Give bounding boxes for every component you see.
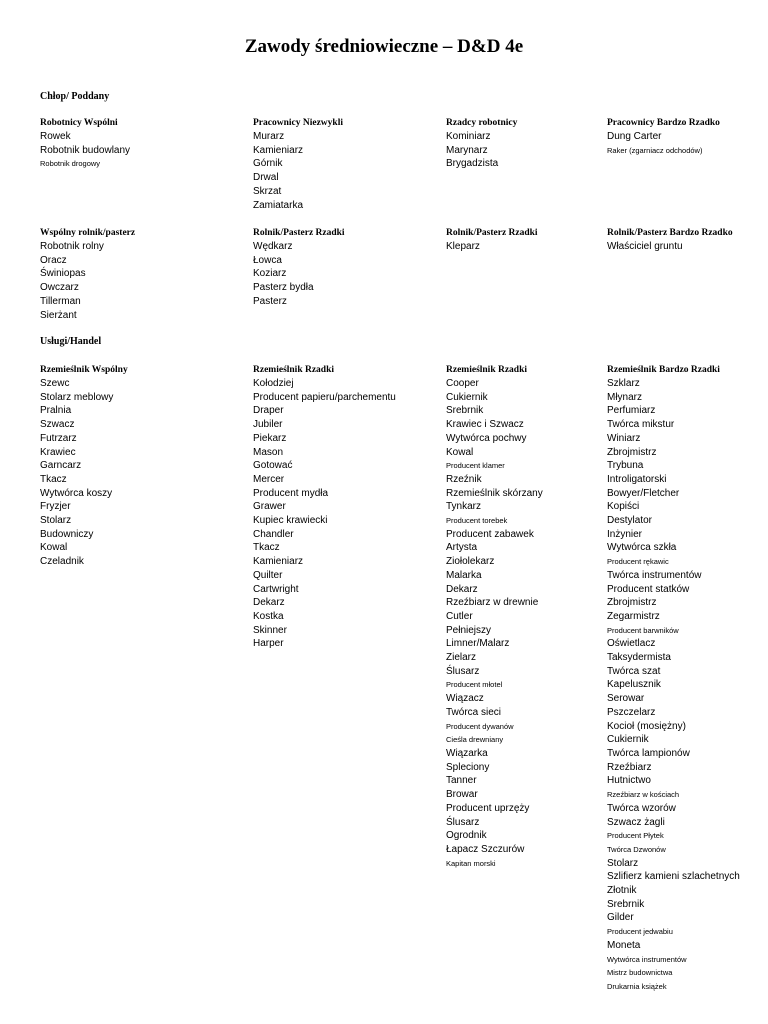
occupation-column [253,226,433,309]
occupation-item: Rzeźbiarz [607,761,652,773]
occupation-item: Rzeźbiarz w kościach [607,790,680,800]
occupation-item: Cukiernik [446,391,488,403]
occupation-item: Owczarz [40,282,79,294]
occupation-column [607,116,768,157]
occupation-item: Rowek [40,131,71,142]
occupation-item: Piekarz [253,432,287,444]
occupation-item: Cartwright [253,583,299,595]
occupation-item: Złotnik [607,885,637,897]
occupation-item: Pszczelarz [607,706,656,718]
occupation-item: Zegarmistrz [607,610,660,622]
occupation-item: Hutnictwo [607,775,651,787]
occupation-item: Twórca instrumentów [607,569,702,581]
occupation-item: Zbrojmistrz [607,597,657,609]
occupation-item: Wiązacz [446,693,484,705]
occupation-item: Futrzarz [40,432,77,444]
occupation-item: Gilder [607,912,634,924]
occupation-item: Kominiarz [446,131,491,142]
occupation-item: Kostka [253,610,284,622]
occupation-item: Wytwórca pochwy [446,432,527,444]
occupation-column [446,363,626,870]
occupation-item: Producent barwników [607,625,679,635]
occupation-item: Grawer [253,501,286,513]
occupation-item: Kopiści [607,501,640,513]
occupation-item: Pralnia [40,405,72,417]
occupation-item: Rzeźbiarz w drewnie [446,597,539,609]
occupation-item: Krawiec [40,446,76,458]
occupation-item: Oracz [40,254,67,266]
occupation-item: Szwacz żagli [607,816,665,828]
column-heading: Rzemieślnik Wspólny [40,365,128,375]
occupation-item: Producent rękawic [607,557,669,567]
occupation-item: Limner/Malarz [446,638,510,650]
occupation-item: Moneta [607,939,641,951]
occupation-item: Cutler [446,610,473,622]
occupation-item: Łowca [253,254,282,266]
occupation-column [253,363,433,651]
occupation-item: Wytwórca instrumentów [607,954,687,964]
occupation-item: Kowal [40,542,68,554]
occupation-item: Introligatorski [607,473,667,485]
occupation-item: Dekarz [446,583,478,595]
occupation-item: Browar [446,789,478,801]
column-heading: Rolnik/Pasterz Rzadki [446,228,538,238]
occupation-item: Mistrz budownictwa [607,968,673,978]
occupation-item: Artysta [446,542,478,554]
occupation-item: Winiarz [607,432,641,444]
occupation-item: Producent statków [607,583,690,595]
occupation-item: Serowar [607,693,645,705]
occupation-item: Garncarz [40,460,82,472]
occupation-item: Właściciel gruntu [607,241,683,252]
occupation-item: Zamiatarka [253,199,304,211]
occupation-item: Kapelusznik [607,679,661,691]
occupation-item: Raker (zgarniacz odchodów) [607,145,703,155]
occupation-item: Młynarz [607,391,643,403]
occupation-item: Koziarz [253,268,287,280]
occupation-item: Perfumiarz [607,405,656,417]
occupation-item: Chandler [253,528,294,540]
occupation-item: Szewc [40,378,70,389]
occupation-item: Łapacz Szczurów [446,843,525,855]
occupation-item: Szklarz [607,378,640,389]
occupation-item: Kleparz [446,241,480,252]
page-title: Zawody średniowieczne – D&D 4e [244,36,524,57]
occupation-item: Górnik [253,158,283,170]
occupation-item: Oświetlacz [607,638,656,650]
occupation-item: Kołodziej [253,378,294,389]
column-heading: Rolnik/Pasterz Bardzo Rzadko [607,228,733,238]
occupation-item: Stolarz [607,857,639,869]
occupation-item: Murarz [253,131,285,142]
occupation-item: Tillerman [40,295,81,307]
occupation-item: Destylator [607,515,653,527]
occupation-item: Pełniejszy [446,624,492,636]
occupation-column [40,116,220,171]
occupation-item: Czeladnik [40,556,84,568]
occupation-item: Dekarz [253,597,285,609]
column-heading: Rolnik/Pasterz Rzadki [253,228,345,238]
occupation-item: Gotować [253,460,293,472]
occupation-item: Bowyer/Fletcher [607,487,680,499]
column-heading: Rzadcy robotnicy [446,118,518,128]
occupation-item: Kocioł (mosiężny) [607,720,686,732]
occupation-item: Srebrnik [607,898,645,910]
occupation-item: Srebrnik [446,405,484,417]
occupation-item: Robotnik budowlany [40,144,131,156]
occupation-item: Skrzat [253,185,282,197]
occupation-item: Kapitan morski [446,858,496,868]
occupation-item: Harper [253,638,284,650]
occupation-item: Ślusarz [446,816,480,828]
occupation-column [40,226,220,322]
column-heading: Rzemieślnik Rzadki [253,365,335,375]
occupation-item: Tkacz [253,542,280,554]
occupation-column [607,363,768,994]
occupation-item: Draper [253,405,284,417]
occupation-item: Wiązarka [446,747,488,759]
occupation-item: Zielarz [446,652,477,664]
occupation-item: Marynarz [446,144,488,156]
occupation-item: Drukarnia książek [607,981,667,991]
occupation-item: Kupiec krawiecki [253,515,328,527]
occupation-item: Producent klamer [446,461,505,471]
occupation-item: Zbrojmistrz [607,446,657,458]
occupation-item: Robotnik rolny [40,241,104,252]
occupation-item: Drwal [253,172,279,184]
occupation-column [446,116,626,171]
occupation-item: Mercer [253,473,285,485]
occupation-item: Ogrodnik [446,830,487,842]
occupation-item: Cooper [446,378,479,389]
occupation-item: Producent zabawek [446,528,534,540]
occupation-item: Fryzjer [40,501,71,513]
occupation-item: Wytwórca koszy [40,487,113,499]
occupation-item: Producent dywanów [446,721,514,731]
occupation-item: Szlifierz kamieni szlachetnych [607,871,740,883]
occupation-item: Tkacz [40,473,67,485]
occupation-item: Cukiernik [607,734,649,746]
occupation-item: Świniopas [40,268,86,280]
occupation-item: Twórca sieci [446,706,502,718]
occupation-item: Twórca Dzwonów [607,844,666,854]
column-heading: Robotnicy Wspólni [40,118,118,128]
occupation-item: Pasterz bydła [253,282,314,294]
occupation-item: Szwacz [40,419,75,431]
column-heading: Pracownicy Bardzo Rzadko [607,118,720,128]
occupation-item: Robotnik drogowy [40,159,101,169]
occupation-item: Trybuna [607,460,644,472]
occupation-item: Producent jedwabiu [607,927,673,937]
occupation-item: Pasterz [253,295,287,307]
occupation-item: Dung Carter [607,131,662,142]
occupation-item: Twórca szat [607,665,661,677]
occupation-item: Quilter [253,569,283,581]
occupation-item: Budowniczy [40,528,94,540]
occupation-item: Producent papieru/parchementu [253,391,396,403]
occupation-item: Ślusarz [446,665,480,677]
occupation-item: Twórca mikstur [607,419,675,431]
occupation-item: Stolarz [40,515,72,527]
occupation-item: Twórca lampionów [607,747,690,759]
occupation-item: Krawiec i Szwacz [446,419,524,431]
occupation-column [40,363,220,569]
occupation-item: Mason [253,446,284,458]
column-heading: Rzemieślnik Bardzo Rzadki [607,365,720,375]
occupation-column [607,226,768,254]
section-title-uslugi: Usługi/Handel [40,336,102,347]
occupation-item: Producent mydła [253,487,329,499]
column-heading: Wspólny rolnik/pasterz [40,228,136,238]
occupation-item: Spleciony [446,761,490,773]
occupation-item: Inżynier [607,528,643,540]
occupation-item: Rzemieślnik skórzany [446,487,543,499]
occupation-column [253,116,433,212]
occupation-item: Tynkarz [446,501,482,513]
occupation-item: Producent Płytek [607,831,664,841]
occupation-item: Kowal [446,446,474,458]
occupation-item: Sierżant [40,309,77,321]
occupation-item: Ziołolekarz [446,556,495,568]
occupation-item: Stolarz meblowy [40,391,114,403]
occupation-item: Skinner [253,624,287,636]
occupation-item: Wytwórca szkła [607,542,677,554]
occupation-item: Producent torebek [446,516,508,526]
occupation-item: Kamieniarz [253,556,304,568]
column-heading: Rzemieślnik Rzadki [446,365,528,375]
occupation-item: Producent uprzęży [446,802,530,814]
occupation-item: Kamieniarz [253,144,304,156]
occupation-item: Brygadzista [446,158,499,170]
occupation-item: Taksydermista [607,652,671,664]
occupation-item: Producent młotel [446,680,503,690]
occupation-item: Wędkarz [253,241,293,252]
occupation-item: Jubiler [253,419,283,431]
occupation-item: Malarka [446,569,482,581]
occupation-item: Rzeźnik [446,473,482,485]
section-title-chlop: Chłop/ Poddany [40,91,110,102]
occupation-column [446,226,626,254]
column-heading: Pracownicy Niezwykli [253,118,343,128]
occupation-item: Cieśla drewniany [446,735,504,745]
occupation-item: Twórca wzorów [607,802,676,814]
occupation-item: Tanner [446,775,477,787]
